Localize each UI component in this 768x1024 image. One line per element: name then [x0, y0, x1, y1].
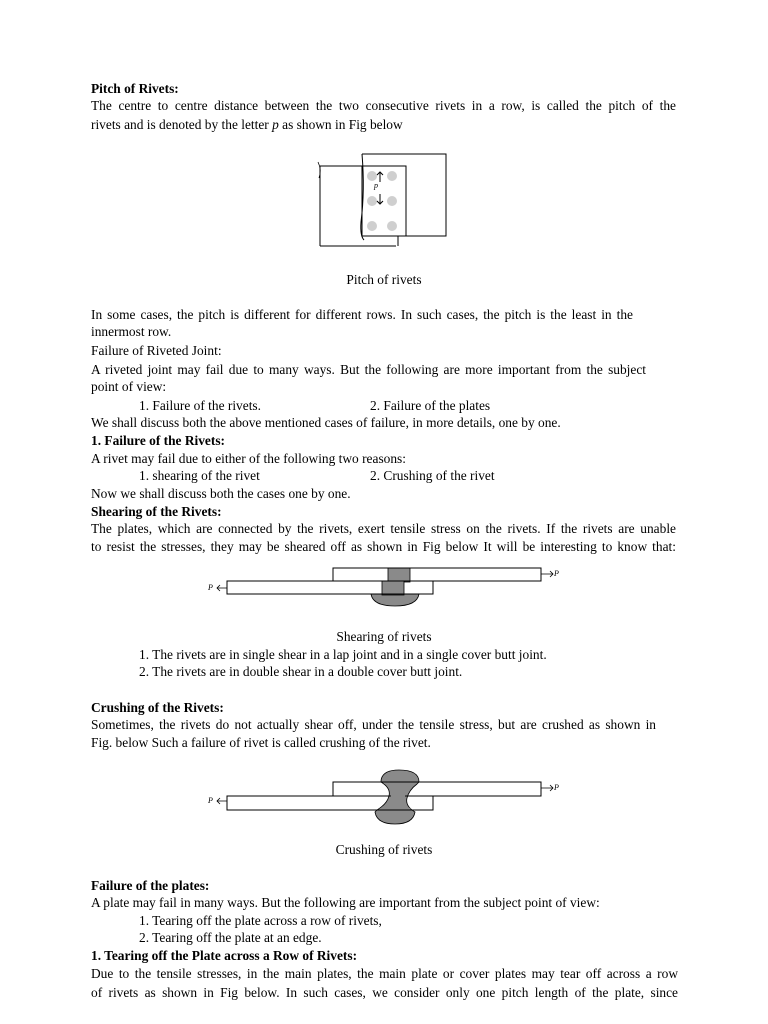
rows-line-2: innermost row.	[91, 324, 172, 339]
pitch-line-2-pre: rivets and is denoted by the letter	[91, 117, 273, 132]
left-arrow	[217, 585, 227, 591]
failure-line-1: A riveted joint may fail due to many ways. But the following are more important from the subject	[91, 362, 646, 377]
tearing-line-2: of rivets as shown in Fig below. In such cases, we consider only one pitch length of the plate, since	[91, 985, 678, 1000]
plates-line-1: A plate may fail in many ways. But the following are important from the subject point of view:	[91, 895, 600, 910]
rivets-failure-line-2: Now we shall discuss both the cases one by one.	[91, 486, 351, 501]
rivet	[387, 196, 397, 206]
rivets-failure-item-1: 1. shearing of the rivet	[139, 468, 260, 483]
rivet	[387, 221, 397, 231]
left-plate-break	[318, 162, 320, 178]
shearing-caption: Shearing of rivets	[336, 629, 432, 644]
tearing-heading: 1. Tearing off the Plate across a Row of Rivets:	[91, 948, 358, 963]
shearing-left-label: P	[208, 583, 213, 592]
crushing-figure	[205, 768, 565, 828]
crushing-right-label: P	[554, 783, 559, 792]
right-arrow	[541, 785, 553, 791]
shearing-line-2: to resist the stresses, they may be sheared off as shown in Fig below It will be interesting to know that:	[91, 539, 676, 554]
plates-item-1: 1. Tearing off the plate across a row of rivets,	[139, 913, 382, 928]
shearing-heading: Shearing of the Rivets:	[91, 504, 222, 519]
crushing-caption: Crushing of rivets	[335, 842, 433, 857]
rivets-failure-item-2: 2. Crushing of the rivet	[370, 468, 495, 483]
pitch-heading: Pitch of Rivets:	[91, 81, 179, 96]
failure-line-2: point of view:	[91, 379, 167, 394]
rivet-head-bottom	[371, 594, 419, 606]
rivets-failure-line-1: A rivet may fail due to either of the following two reasons:	[91, 451, 406, 466]
plates-item-2: 2. Tearing off the plate at an edge.	[139, 930, 322, 945]
rivet	[367, 196, 377, 206]
upper-plate	[333, 782, 541, 796]
shearing-right-label: P	[554, 569, 559, 578]
crushing-left-label: P	[208, 796, 213, 805]
shearing-figure	[205, 560, 565, 610]
rivet	[367, 221, 377, 231]
rivet-shank-bottom-fill	[383, 582, 404, 594]
crushing-heading: Crushing of the Rivets:	[91, 700, 224, 715]
pitch-fig-label: p	[374, 181, 378, 190]
rows-line-1: In some cases, the pitch is different for different rows. In such cases, the pitch is the least in the	[91, 307, 633, 322]
upper-plate	[333, 568, 541, 581]
rivet-shank-top-fill	[389, 569, 410, 581]
pitch-line-2-post: as shown in Fig below	[278, 117, 403, 132]
failure-line-3: We shall discuss both the above mentioned cases of failure, in more details, one by one.	[91, 415, 561, 430]
shearing-note-2: 2. The rivets are in double shear in a double cover butt joint.	[139, 664, 463, 679]
rivet	[367, 171, 377, 181]
pitch-line-1: The centre to centre distance between the two consecutive rivets in a row, is called the pitch of the	[91, 98, 676, 113]
rivet	[387, 171, 397, 181]
left-plate	[320, 166, 396, 246]
failure-item-1: 1. Failure of the rivets.	[139, 398, 261, 413]
failure-item-2: 2. Failure of the plates	[370, 398, 491, 413]
rivets-failure-heading: 1. Failure of the Rivets:	[91, 433, 226, 448]
pitch-caption: Pitch of rivets	[346, 272, 422, 287]
crushing-line-1: Sometimes, the rivets do not actually shear off, under the tensile stress, but are crushed as shown in	[91, 717, 656, 732]
pitch-line-2	[91, 116, 403, 133]
tearing-line-1: Due to the tensile stresses, in the main plates, the main plate or cover plates may tear off across a row	[91, 966, 678, 981]
crushing-line-2: Fig. below Such a failure of rivet is called crushing of the rivet.	[91, 735, 431, 750]
pitch-figure	[316, 150, 452, 250]
pitch-variable: p	[272, 117, 279, 132]
left-arrow	[217, 798, 227, 804]
shearing-note-1: 1. The rivets are in single shear in a lap joint and in a single cover butt joint.	[139, 647, 547, 662]
shearing-line-1: The plates, which are connected by the rivets, exert tensile stress on the rivets. If the rivets are unable	[91, 521, 676, 536]
plates-heading: Failure of the plates:	[91, 878, 210, 893]
failure-heading: Failure of Riveted Joint:	[91, 343, 222, 358]
right-arrow	[541, 571, 553, 577]
